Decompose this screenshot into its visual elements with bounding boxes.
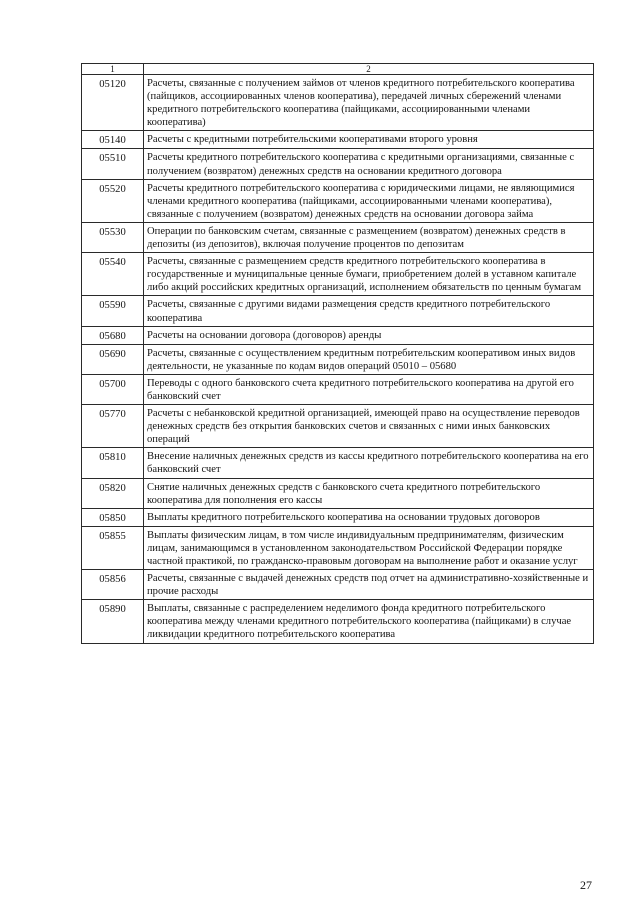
- operation-description: Расчеты, связанные с получением займов от членов кредитного потребительского кооператива (пайщиков, ассоциированных членов кооператива), передачей личных сбережений членами кредитного потребительского кооператива (пайщиками, ассоциированными членами кооператива): [144, 75, 594, 131]
- operation-codes-table: [81, 63, 594, 644]
- operation-code: 05770: [82, 405, 144, 448]
- operation-code: 05520: [82, 179, 144, 222]
- operation-description: Расчеты, связанные с другими видами размещения средств кредитного потребительского кооператива: [144, 296, 594, 326]
- table-row: [82, 478, 594, 508]
- operation-description: Расчеты кредитного потребительского кооператива с юридическими лицами, не являющимися членами кредитного кооператива (пайщиками, ассоциированными членами кооператива), связанные с получением (возвратом) денежных средств на основании договора займа: [144, 179, 594, 222]
- table-row: [82, 448, 594, 478]
- operation-description: Выплаты, связанные с распределением неделимого фонда кредитного потребительского кооператива между членами кредитного потребительского кооператива (пайщиками) в случае ликвидации кредитного потребительского кооператива: [144, 600, 594, 643]
- operation-code: 05530: [82, 222, 144, 252]
- operation-code: 05820: [82, 478, 144, 508]
- operation-code: 05890: [82, 600, 144, 643]
- table-row: [82, 600, 594, 643]
- table-row: [82, 131, 594, 149]
- operation-description: Расчеты, связанные с размещением средств кредитного потребительского кооператива в государственные и муниципальные ценные бумаги, приобретением долей в уставном капитале либо акций российских кредитных организаций, исполнением обязательств по ценным бумагам: [144, 253, 594, 296]
- operation-description: Переводы с одного банковского счета кредитного потребительского кооператива на другой его банковский счет: [144, 374, 594, 404]
- operation-code: 05700: [82, 374, 144, 404]
- operation-code: 05590: [82, 296, 144, 326]
- operation-code: 05856: [82, 570, 144, 600]
- table-row: [82, 222, 594, 252]
- table-row: [82, 570, 594, 600]
- operation-code: 05540: [82, 253, 144, 296]
- operation-code: 05140: [82, 131, 144, 149]
- table-row: [82, 508, 594, 526]
- table-row: [82, 344, 594, 374]
- operation-description: Выплаты физическим лицам, в том числе индивидуальным предпринимателям, физическим лицам, занимающимся в установленном законодательством Российской Федерации порядке частной практикой, по гражданско-правовым договорам на выполнение работ и оказание услуг: [144, 526, 594, 569]
- table-row: [82, 374, 594, 404]
- header-col-2: 2: [144, 64, 594, 75]
- operation-description: Расчеты на основании договора (договоров) аренды: [144, 326, 594, 344]
- operation-code: 05690: [82, 344, 144, 374]
- table-row: [82, 326, 594, 344]
- table-row: [82, 405, 594, 448]
- table-row: [82, 253, 594, 296]
- operation-description: Операции по банковским счетам, связанные с размещением (возвратом) денежных средств в депозиты (из депозитов), включая получение процентов по депозитам: [144, 222, 594, 252]
- operation-code: 05810: [82, 448, 144, 478]
- table-row: [82, 75, 594, 131]
- table-row: [82, 149, 594, 179]
- operation-code: 05855: [82, 526, 144, 569]
- table-row: [82, 296, 594, 326]
- header-col-1: 1: [82, 64, 144, 75]
- table-row: [82, 179, 594, 222]
- table-row: [82, 526, 594, 569]
- operation-description: Расчеты кредитного потребительского кооператива с кредитными организациями, связанные с получением (возвратом) денежных средств на основании кредитного договора: [144, 149, 594, 179]
- operation-code: 05120: [82, 75, 144, 131]
- operation-description: Расчеты, связанные с осуществлением кредитным потребительским кооперативом иных видов деятельности, не указанные по кодам видов операций 05010 – 05680: [144, 344, 594, 374]
- page-number: 27: [580, 878, 592, 892]
- operation-code: 05850: [82, 508, 144, 526]
- operation-description: Расчеты с кредитными потребительскими кооперативами второго уровня: [144, 131, 594, 149]
- operation-description: Внесение наличных денежных средств из кассы кредитного потребительского кооператива на его банковский счет: [144, 448, 594, 478]
- operation-description: Расчеты с небанковской кредитной организацией, имеющей право на осуществление переводов денежных средств без открытия банковских счетов и связанных с ними иных банковских операций: [144, 405, 594, 448]
- operation-code: 05680: [82, 326, 144, 344]
- operation-code: 05510: [82, 149, 144, 179]
- table-header-row: [82, 64, 594, 75]
- operation-description: Выплаты кредитного потребительского кооператива на основании трудовых договоров: [144, 508, 594, 526]
- operation-description: Снятие наличных денежных средств с банковского счета кредитного потребительского кооператива для пополнения его кассы: [144, 478, 594, 508]
- operation-description: Расчеты, связанные с выдачей денежных средств под отчет на административно-хозяйственные и прочие расходы: [144, 570, 594, 600]
